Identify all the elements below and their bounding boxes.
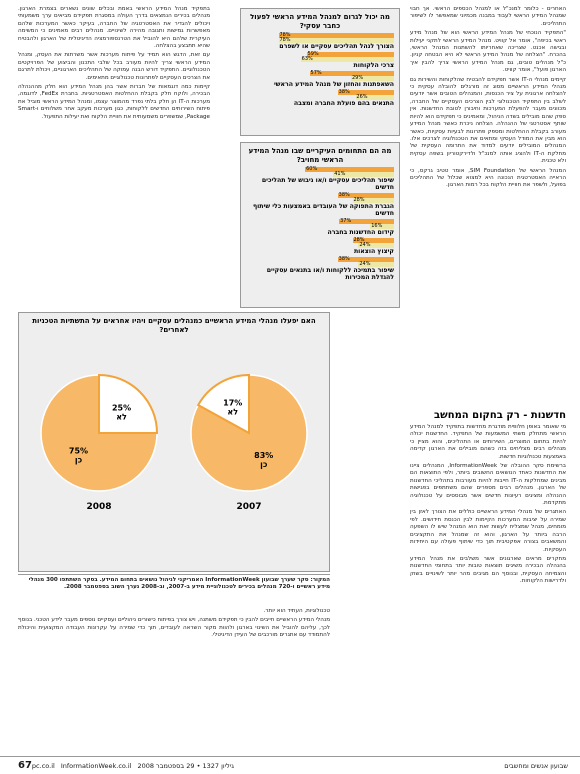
page-number: 67 bbox=[18, 760, 32, 771]
bar-wrap bbox=[246, 90, 394, 100]
paragraph: "התפקיד הנוכחי של מנהל המידע הראשי הוא של מנהל מידע ראשי בכיפה", אומר אל קוויט. מנהל המידע הראשי לתקני יעילות ובגישה אכנט. שצריכה שאחריותו להשתנות המנהל הראשי, בהכרח. "הצלחה של מנהל המידע הראשי לא היא הבטחה קניון. כ"ל מנהלים טובים, גם מנהל המידע הראשי צריך להבין איך הארגון פועל", אומר קוויט. bbox=[410, 30, 566, 74]
data-label: 16% bbox=[371, 223, 383, 229]
data-label: 59% bbox=[307, 51, 319, 57]
category-label: לא bbox=[227, 407, 239, 417]
bar bbox=[305, 167, 394, 172]
bar-wrap bbox=[246, 52, 394, 62]
bar-wrap bbox=[246, 71, 394, 81]
bar-wrap bbox=[246, 257, 394, 267]
bar-wrap bbox=[246, 238, 394, 248]
category-label: כן bbox=[260, 459, 268, 469]
chart-title: האם יפעלו מנהלי המידע הראשיים כמנהלים עסקיים ויהיו אחראים על התשתיות הטכניות לאחרים? bbox=[32, 317, 316, 334]
data-label: 28% bbox=[353, 197, 365, 203]
category-label: שיפור בתמיכה ללקוחות ו/או בתנאים עסקיים להגדלת המכירות bbox=[266, 267, 394, 281]
paragraph: מנהלי המידע הראשיים חייבים להבין כי תפקידם משתנה, ויש צורך בפיתוח כישורים ניהוליים ועסקיים נוספים מעבר לידע הטכני. בנוסף לכך, עליהם להוביל את השינוי בארגון ולהוות מקור השראה לעובדים, תוך כדי שמירה על עקרונות העבודה המקצועית והיכולת להתמודד עם אתגרים מורכבים של העידן הדיגיטלי. bbox=[18, 617, 330, 639]
category-label: קיצוץ הוצאות bbox=[353, 248, 394, 255]
footer-publication: שבועון אנשים ומחשבים bbox=[504, 761, 568, 770]
bar-row bbox=[246, 238, 394, 255]
footer-brand: pc.co.il bbox=[31, 761, 55, 770]
paragraph: עם זאת, הדגש הוא תמיד על פיתוח מערכות אשר משרתות את העסק, ומנהל המידע הראשי צריך להיות מעורב בכל שלבי התכנון והביצוע של הפרויקטים הטכנולוגיים. התפקיד דורש הבנה עמוקה של התהליכים הארגוניים, ויכולת לתרגם את הצרכים העסקיים לפתרונות טכנולוגיים מתאימים. bbox=[18, 52, 210, 81]
category-label: צרכי הלקוחות bbox=[353, 62, 394, 69]
right-column bbox=[410, 6, 566, 192]
page-footer bbox=[0, 756, 580, 774]
category-label: קידום החדשנות בחברה bbox=[327, 229, 394, 236]
data-label: 37% bbox=[340, 218, 352, 224]
middle-bottom-text bbox=[18, 608, 330, 642]
section-heading: חדשנות - רק בחקום המחשב bbox=[434, 410, 566, 421]
paragraph: האתגרים של מנהלי המידע הראשיים כוללים את הצורך לאזן בין שמירה על יציבות המערכות הקיימות לבין הכנסת חידושים. לפי מומחים, מנהל שמצליח לעשות זאת הוא המנהל שיש לו השפעה הרבה ביותר על הארגון, והוא זה שמנהל את התקציבים והמשאבים בצורה אפקטיבית תוך כדי שיתוף פעולה עם היחידות העסקיות. bbox=[410, 509, 566, 553]
paragraph: בתפקיד מנהל המידע הראשי באמת ובכלים שונים נשארים בצמרת הארגון. מנהלים בכירים הנמצאים בדרך העולה במסגרת תפקידם מביאים ערך משמעותי ויכולים להגדיר את האסטרטגיה של החברה, בעיקר כאשר המערכות שלהם מאפשרות גמישות ותגובה מהירה לשינויים. מנהלים רבים מאמינים כי המשימה העיקרית שלהם היא להוביל את הטרנספורמציה הדיגיטלית של הארגון ולהבטיח שהיא תתבצע בהצלחה. bbox=[18, 6, 210, 50]
data-label: 38% bbox=[338, 89, 350, 95]
category-label: התנאים בהם פועלת החברה ומצבה bbox=[293, 100, 394, 107]
bar-row bbox=[246, 90, 394, 107]
pie-chart-box bbox=[18, 312, 330, 572]
bar-row bbox=[246, 193, 394, 217]
data-label: 41% bbox=[334, 171, 346, 177]
footer-site: InformationWeek.co.il bbox=[60, 761, 132, 770]
paragraph: קיימות כמה דוגמאות של חברות אשר בהן מנהל המידע הוא חלק מההנהלה הבכירה, ולוקח חלק בקבלת ההחלטות האסטרטגיות. בחברת FedEx, לדוגמה, מערכות ה-IT הן חלק בלתי נפרד מהמוצר עצמו, ומנהל המידע הראשי מוביל את פיתוח השירותים החדשים ללקוחות, כגון מערכות מעקב אחר משלוחים ו-Smart Package, שמשפרים משמעותית את חוויית הלקוח ואת יעילות התפעול. bbox=[18, 84, 210, 120]
category-label: השאפתנות והחזון של מנהל המידע הראשי bbox=[273, 81, 394, 88]
bar bbox=[307, 52, 394, 57]
bar-row bbox=[246, 33, 394, 50]
category-label: לא bbox=[116, 412, 127, 422]
category-label: כן bbox=[74, 455, 83, 465]
bar bbox=[279, 38, 394, 43]
data-label: 63% bbox=[301, 56, 313, 62]
left-column bbox=[18, 6, 210, 123]
data-label: 25% bbox=[111, 403, 132, 413]
data-label: 38% bbox=[338, 256, 350, 262]
data-label: 24% bbox=[359, 261, 371, 267]
chart-main-areas bbox=[240, 142, 400, 308]
data-label: 26% bbox=[356, 94, 368, 100]
bar bbox=[279, 33, 394, 38]
data-label: 17% bbox=[223, 398, 243, 408]
bar-wrap bbox=[246, 193, 394, 203]
paragraph: ברשימת סקר ההובלה של InformationWeek, המנהלים ציינו את החדשנות כאחד הנושאים החשובים ביותר, ולפי התוצאות הם מבינים שמחלקות ה-IT חייבות להיות מעורבות בתהליכי החדשנות של הארגון. מנהלים רבים מספרים שהם משתתפים בפגישות ההנהלה ומציגים רעיונות חדשים אשר מבוססים על טכנולוגיה מתקדמת. bbox=[410, 463, 567, 507]
data-label: 75% bbox=[68, 446, 89, 456]
bar-row bbox=[246, 167, 394, 191]
bar-wrap bbox=[246, 219, 394, 229]
paragraph: קיימים מנהלי ה-IT אשר תפקידם להבטיח שהלקוחות והשירות גם מנהלי המידע הראשיים מסוג זה מורגלים להובלה עסקית כי להצלחה ארגונית על ציר הכנסות, והמנהלים הטובים אשר יודעים לשלב בין התפקיד הטכנולוגי לבין הצרכים העסקיים של החברה, מכוונים מעבר להפעלת המערכות וחיבורן לטובת החדשנות. אין ספק שהם מובילים בשדה הניהול, ומאמינים כי תפקידם הוא להיות שותף אסטרטגי של ההנהלה. הצלחה ניכרת כאשר מנהל המידע מעורב בקבלת ההחלטות ומספק פתרונות לבעיות עסקיות, כאשר הוא מבין את המודל העסקי ומתאים את הטכנולוגיה לצרכים אלו. המנהלים המובילים יודעים למדוד את התרומה העסקית של מחלקת ה-IT ולהציג אותה למנכ"ל ולדירקטוריון בשפה עסקית ולא טכנית. bbox=[410, 76, 566, 165]
data-label: 60% bbox=[306, 166, 318, 172]
chart-title: מה יכול לגרום למנהל המידע הראשי לפעול כחבר עסקי? bbox=[250, 13, 390, 30]
data-label: 24% bbox=[359, 242, 371, 248]
paragraph: מחקרים מראים שארגונים אשר משלבים את מנהל המידע בהנהלה הבכירה משיגים תוצאות טובות יותר בתחומי החדשנות והצמיחה העסקית, ובנוסף הם מגיבים מהר יותר לשינויים בשוק ולדרישות הלקוחות. bbox=[410, 555, 566, 585]
pie-year-label: 2008 bbox=[86, 502, 112, 512]
chart-business-partner bbox=[240, 8, 400, 136]
paragraph: מי שאומר באופן חלופית מודגרת מחדשות בתפקיד למנהל המידע הראשי מתחלק משתי המשמעות של התפקיד. החדשנות יכולה להיות בתחום המוצרים, השירותים או התהליכים, והוא מציין כי מנהלים רבים מצליחים בזה כשהם מובילים את הארגון קדימה באמצעות טכנולוגיות חדשות. bbox=[410, 424, 566, 460]
bar-row bbox=[246, 52, 394, 69]
data-label: 57% bbox=[310, 70, 322, 76]
data-label: 78% bbox=[279, 32, 291, 38]
bar-row bbox=[246, 219, 394, 236]
paragraph: טכנולוגיות, העתיד הוא יותר. bbox=[263, 608, 330, 614]
pie-year-label: 2007 bbox=[236, 502, 262, 512]
data-label: 28% bbox=[353, 237, 365, 243]
bar-row bbox=[246, 71, 394, 88]
footer-issue: גיליון 1327 • 29 בספטמבר 2008 bbox=[137, 761, 234, 770]
data-label: 29% bbox=[351, 75, 364, 81]
data-label: 78% bbox=[279, 37, 291, 43]
chart-title: מה הם התחומים העיקריים שבו מנהל המידע הראשי מחויב? bbox=[248, 147, 392, 164]
data-label: 83% bbox=[254, 450, 274, 460]
category-label: שיפור תהליכים עסקיים ו/או גיבוש של תהליכים חדשים bbox=[261, 177, 394, 191]
bar-wrap bbox=[246, 167, 394, 177]
pie-charts bbox=[19, 338, 329, 568]
data-label: 38% bbox=[338, 192, 350, 198]
bar bbox=[301, 57, 394, 62]
bar-row bbox=[246, 257, 394, 281]
paragraph: המנהל הראשי של SIM Foundation, אומר טטיב גרקס, כי הראייה האסטרטגית הנכונה היא למצוא שכלול של התהליכים בפועל, ולשפר את חוויית הלקוח בכל רמות הארגון. bbox=[410, 167, 566, 189]
category-label: הצורך לנהל תהליכים עסקיים או לשפרם bbox=[279, 43, 394, 50]
section-body-right bbox=[410, 424, 566, 588]
chart-caption: המקור: סקר שערך שבועון InformationWeek האמריקני לניהול נושאים בתחום המידע. בסקר השתתפו 300 מנהלי מידע ראשיים ו-720 מנהלים בכירים לטכנולוגיית מידע ב-2007, וב-2008 נערך השוב בספטמבר 2008. bbox=[18, 574, 330, 591]
category-label: הגברת התפוקה של העובדים באמצעות כלי שיתוף חדשים bbox=[253, 203, 394, 217]
paragraph: האחרים - כלומר למנכ"ל או למנהל הכספים הראשי. אך חבוי שמנהל המידע הראשי לעבוד במבנה מכמיוני שמאפשר לו לשיפור התהליכים. bbox=[410, 6, 566, 27]
bar-wrap bbox=[246, 33, 394, 43]
